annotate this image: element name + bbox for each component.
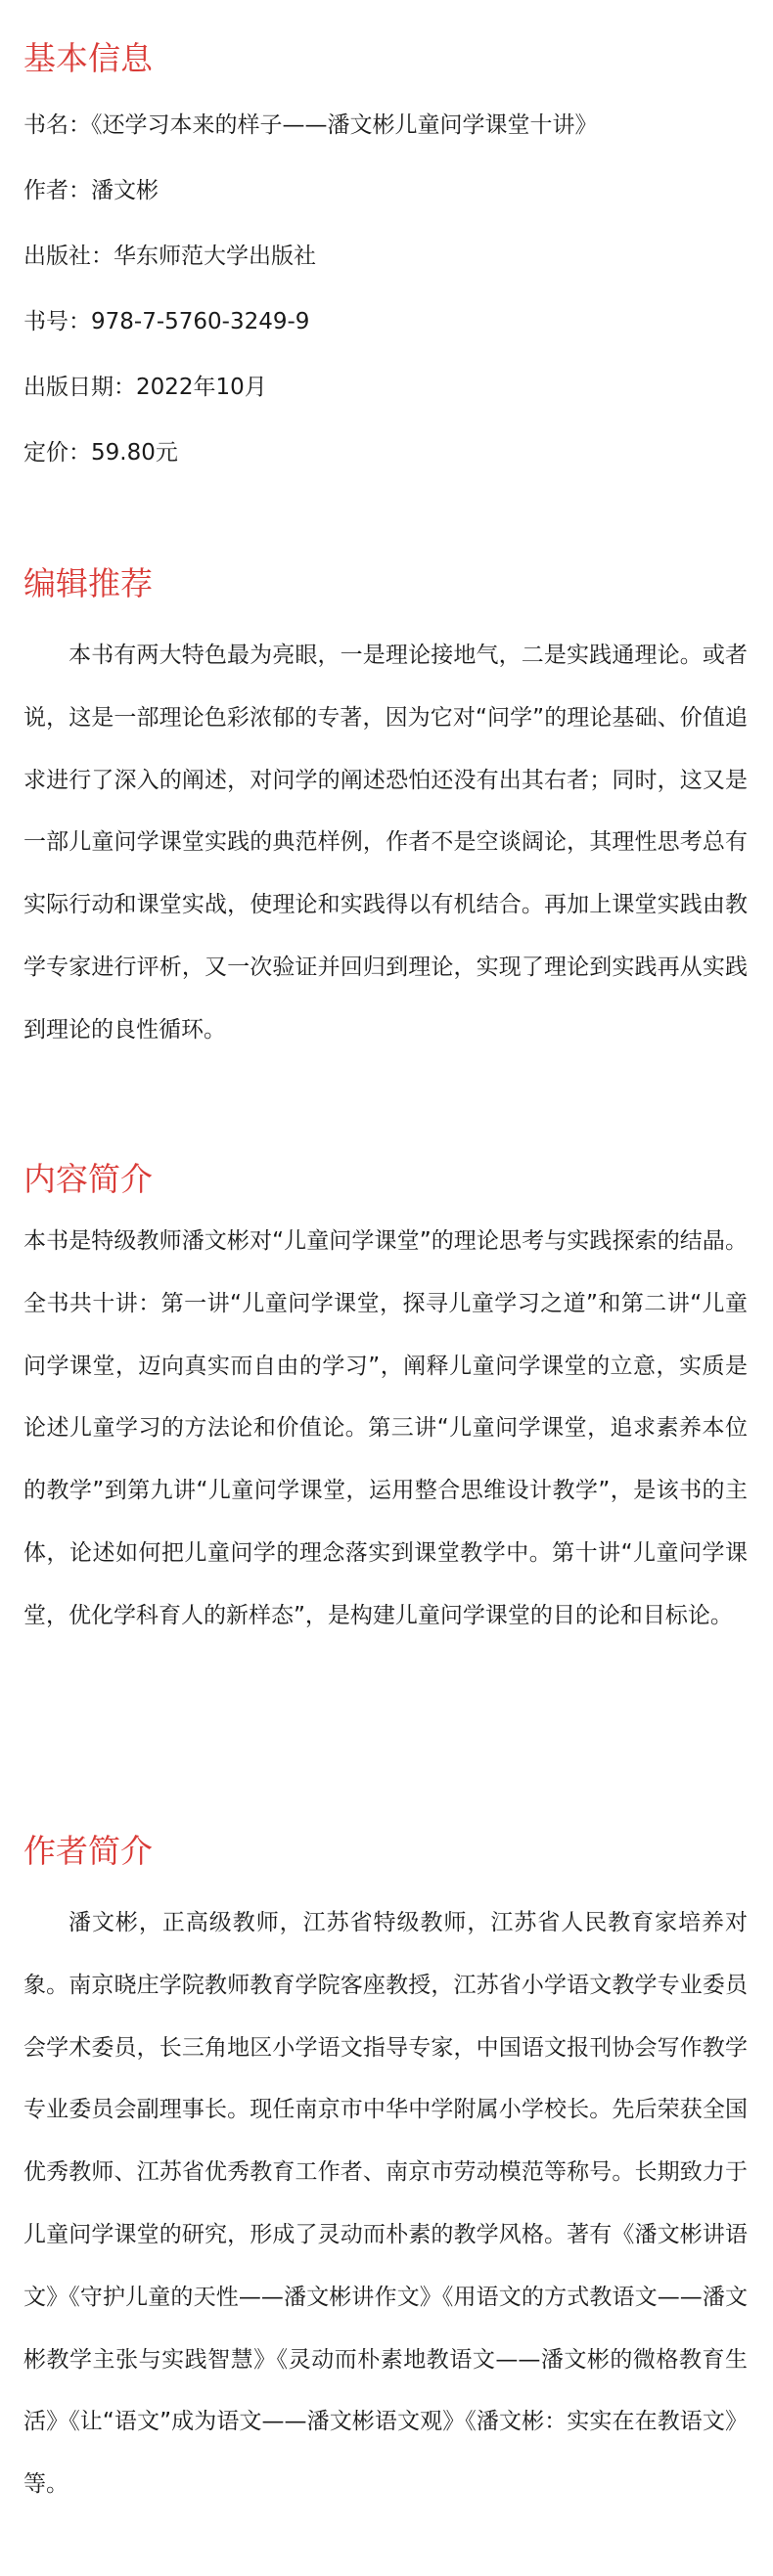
publisher-line: 出版社：华东师范大学出版社 — [23, 244, 316, 269]
content-summary-heading: 内容简介 — [23, 1160, 153, 1198]
basic-info-heading: 基本信息 — [23, 39, 153, 77]
author-intro-heading: 作者简介 — [23, 1832, 153, 1870]
price-line: 定价：59.80元 — [23, 440, 178, 466]
publish-date-line: 出版日期：2022年10月 — [23, 375, 267, 400]
author-line: 作者：潘文彬 — [23, 178, 159, 203]
content-summary-text: 本书是特级教师潘文彬对“儿童问学课堂”的理论思考与实践探索的结晶。全书共十讲：第一讲“儿童问学课堂，探寻儿童学习之道”和第二讲“儿童问学课堂，迈向真实而自由的学习”，阐释儿童问学课堂的立意，实质是论述儿童学习的方法论和价值论。第三讲“儿童问学课堂，追求素养本位的教学”到第九讲“儿童问学课堂，运用整合思维设计教学”，是该书的主体，论述如何把儿童问学的理念落实到课堂教学中。第十讲“儿童问学课堂，优化学科育人的新样态”，是构建儿童问学课堂的目的论和目标论。 — [23, 1228, 748, 1628]
book-title-line: 书名：《还学习本来的样子——潘文彬儿童问学课堂十讲》 — [23, 112, 598, 138]
editor-recommendation-heading: 编辑推荐 — [23, 564, 153, 602]
isbn-line: 书号：978-7-5760-3249-9 — [23, 309, 310, 334]
author-intro-text: 潘文彬，正高级教师，江苏省特级教师，江苏省人民教育家培养对象。南京晓庄学院教师教育学院客座教授，江苏省小学语文教学专业委员会学术委员，长三角地区小学语文指导专家，中国语文报刊协会写作教学专业委员会副理事长。现任南京市中华中学附属小学校长。先后荣获全国优秀教师、江苏省优秀教育工作者、南京市劳动模范等称号。长期致力于儿童问学课堂的研究，形成了灵动而朴素的教学风格。著有《潘文彬讲语文》《守护儿童的天性——潘文彬讲作文》《用语文的方式教语文——潘文彬教学主张与实践智慧》《灵动而朴素地教语文——潘文彬的微格教育生活》《让“语文”成为语文——潘文彬语文观》《潘文彬：实实在在教语文》等。 — [23, 1910, 748, 2498]
editor-recommendation-text: 本书有两大特色最为亮眼，一是理论接地气，二是实践通理论。或者说，这是一部理论色彩浓郁的专著，因为它对“问学”的理论基础、价值追求进行了深入的阐述，对问学的阐述恐怕还没有出其右者；同时，这又是一部儿童问学课堂实践的典范样例，作者不是空谈阔论，其理性思考总有实际行动和课堂实战，使理论和实践得以有机结合。再加上课堂实践由教学专家进行评析，又一次验证并回归到理论，实现了理论到实践再从实践到理论的良性循环。 — [23, 643, 748, 1043]
